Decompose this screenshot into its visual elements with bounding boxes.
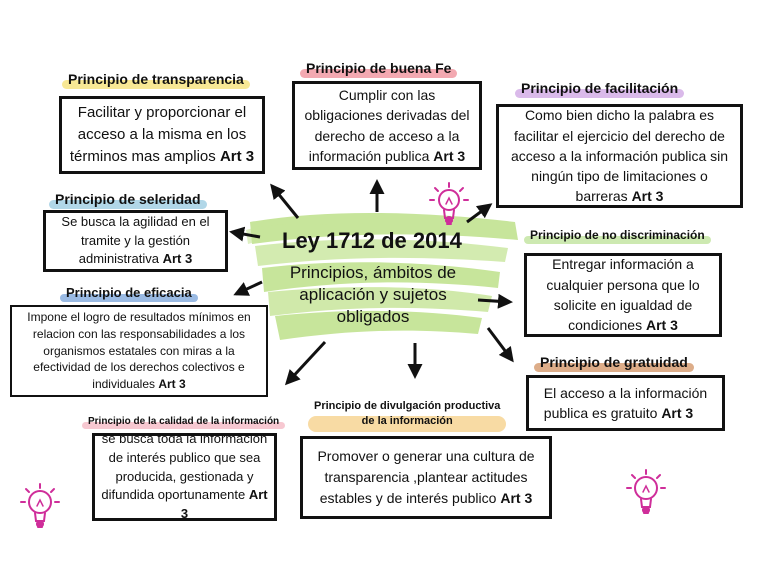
heading-eficacia: Principio de eficacia (66, 285, 192, 300)
arrow-transparencia (272, 186, 298, 218)
heading-transparencia: Principio de transparencia (68, 71, 244, 87)
arrow-no-discriminacion (478, 300, 510, 302)
heading-buena-fe: Principio de buena Fe (306, 60, 452, 76)
lightbulb-icon (18, 480, 62, 534)
box-divulgacion: Promover o generar una cultura de transparencia ,plantear actitudes estables y de interés publico Art 3 (300, 436, 552, 519)
box-no-discriminacion: Entregar información a cualquier persona que lo solicite en igualdad de condiciones Art 3 (524, 253, 722, 337)
central-title: Ley 1712 de 2014 (282, 228, 462, 253)
heading-divulgacion: Principio de divulgación productiva de la información (314, 399, 500, 430)
box-eficacia: Impone el logro de resultados mínimos en relacion con las responsabilidades a los organismos estatales con miras a la efectividad de los derechos colectivos e individuales Art 3 (10, 305, 268, 397)
heading-calidad: Principio de la calidad de la información (88, 416, 280, 427)
box-seleridad: Se busca la agilidad en el tramite y la gestión administrativa Art 3 (43, 210, 228, 272)
arrow-calidad (287, 342, 325, 383)
arrow-seleridad (232, 232, 260, 237)
arrow-gratuidad (488, 328, 512, 360)
box-calidad: se busca toda la información de interés publico que sea producida, gestionada y difundida oportunamente Art 3 (92, 433, 277, 521)
box-transparencia: Facilitar y proporcionar el acceso a la misma en los términos mas amplios Art 3 (59, 96, 265, 174)
heading-facilitacion: Principio de facilitación (521, 80, 679, 96)
box-buena-fe: Cumplir con las obligaciones derivadas del derecho de acceso a la información publica Art 3 (292, 81, 482, 170)
lightbulb-icon (624, 466, 668, 520)
heading-no-discriminacion: Principio de no discriminación (530, 228, 705, 242)
heading-gratuidad: Principio de gratuidad (540, 354, 688, 370)
box-gratuidad: El acceso a la información publica es gratuito Art 3 (526, 375, 725, 431)
heading-seleridad: Principio de seleridad (55, 191, 201, 207)
arrow-eficacia (236, 282, 262, 294)
box-facilitacion: Como bien dicho la palabra es facilitar el ejercicio del derecho de acceso a la información publica sin ningún tipo de limitaciones o barreras Art 3 (496, 104, 743, 208)
central-subtitle: Principios, ámbitos de aplicación y sujetos obligados (289, 263, 457, 327)
lightbulb-icon (427, 180, 471, 230)
